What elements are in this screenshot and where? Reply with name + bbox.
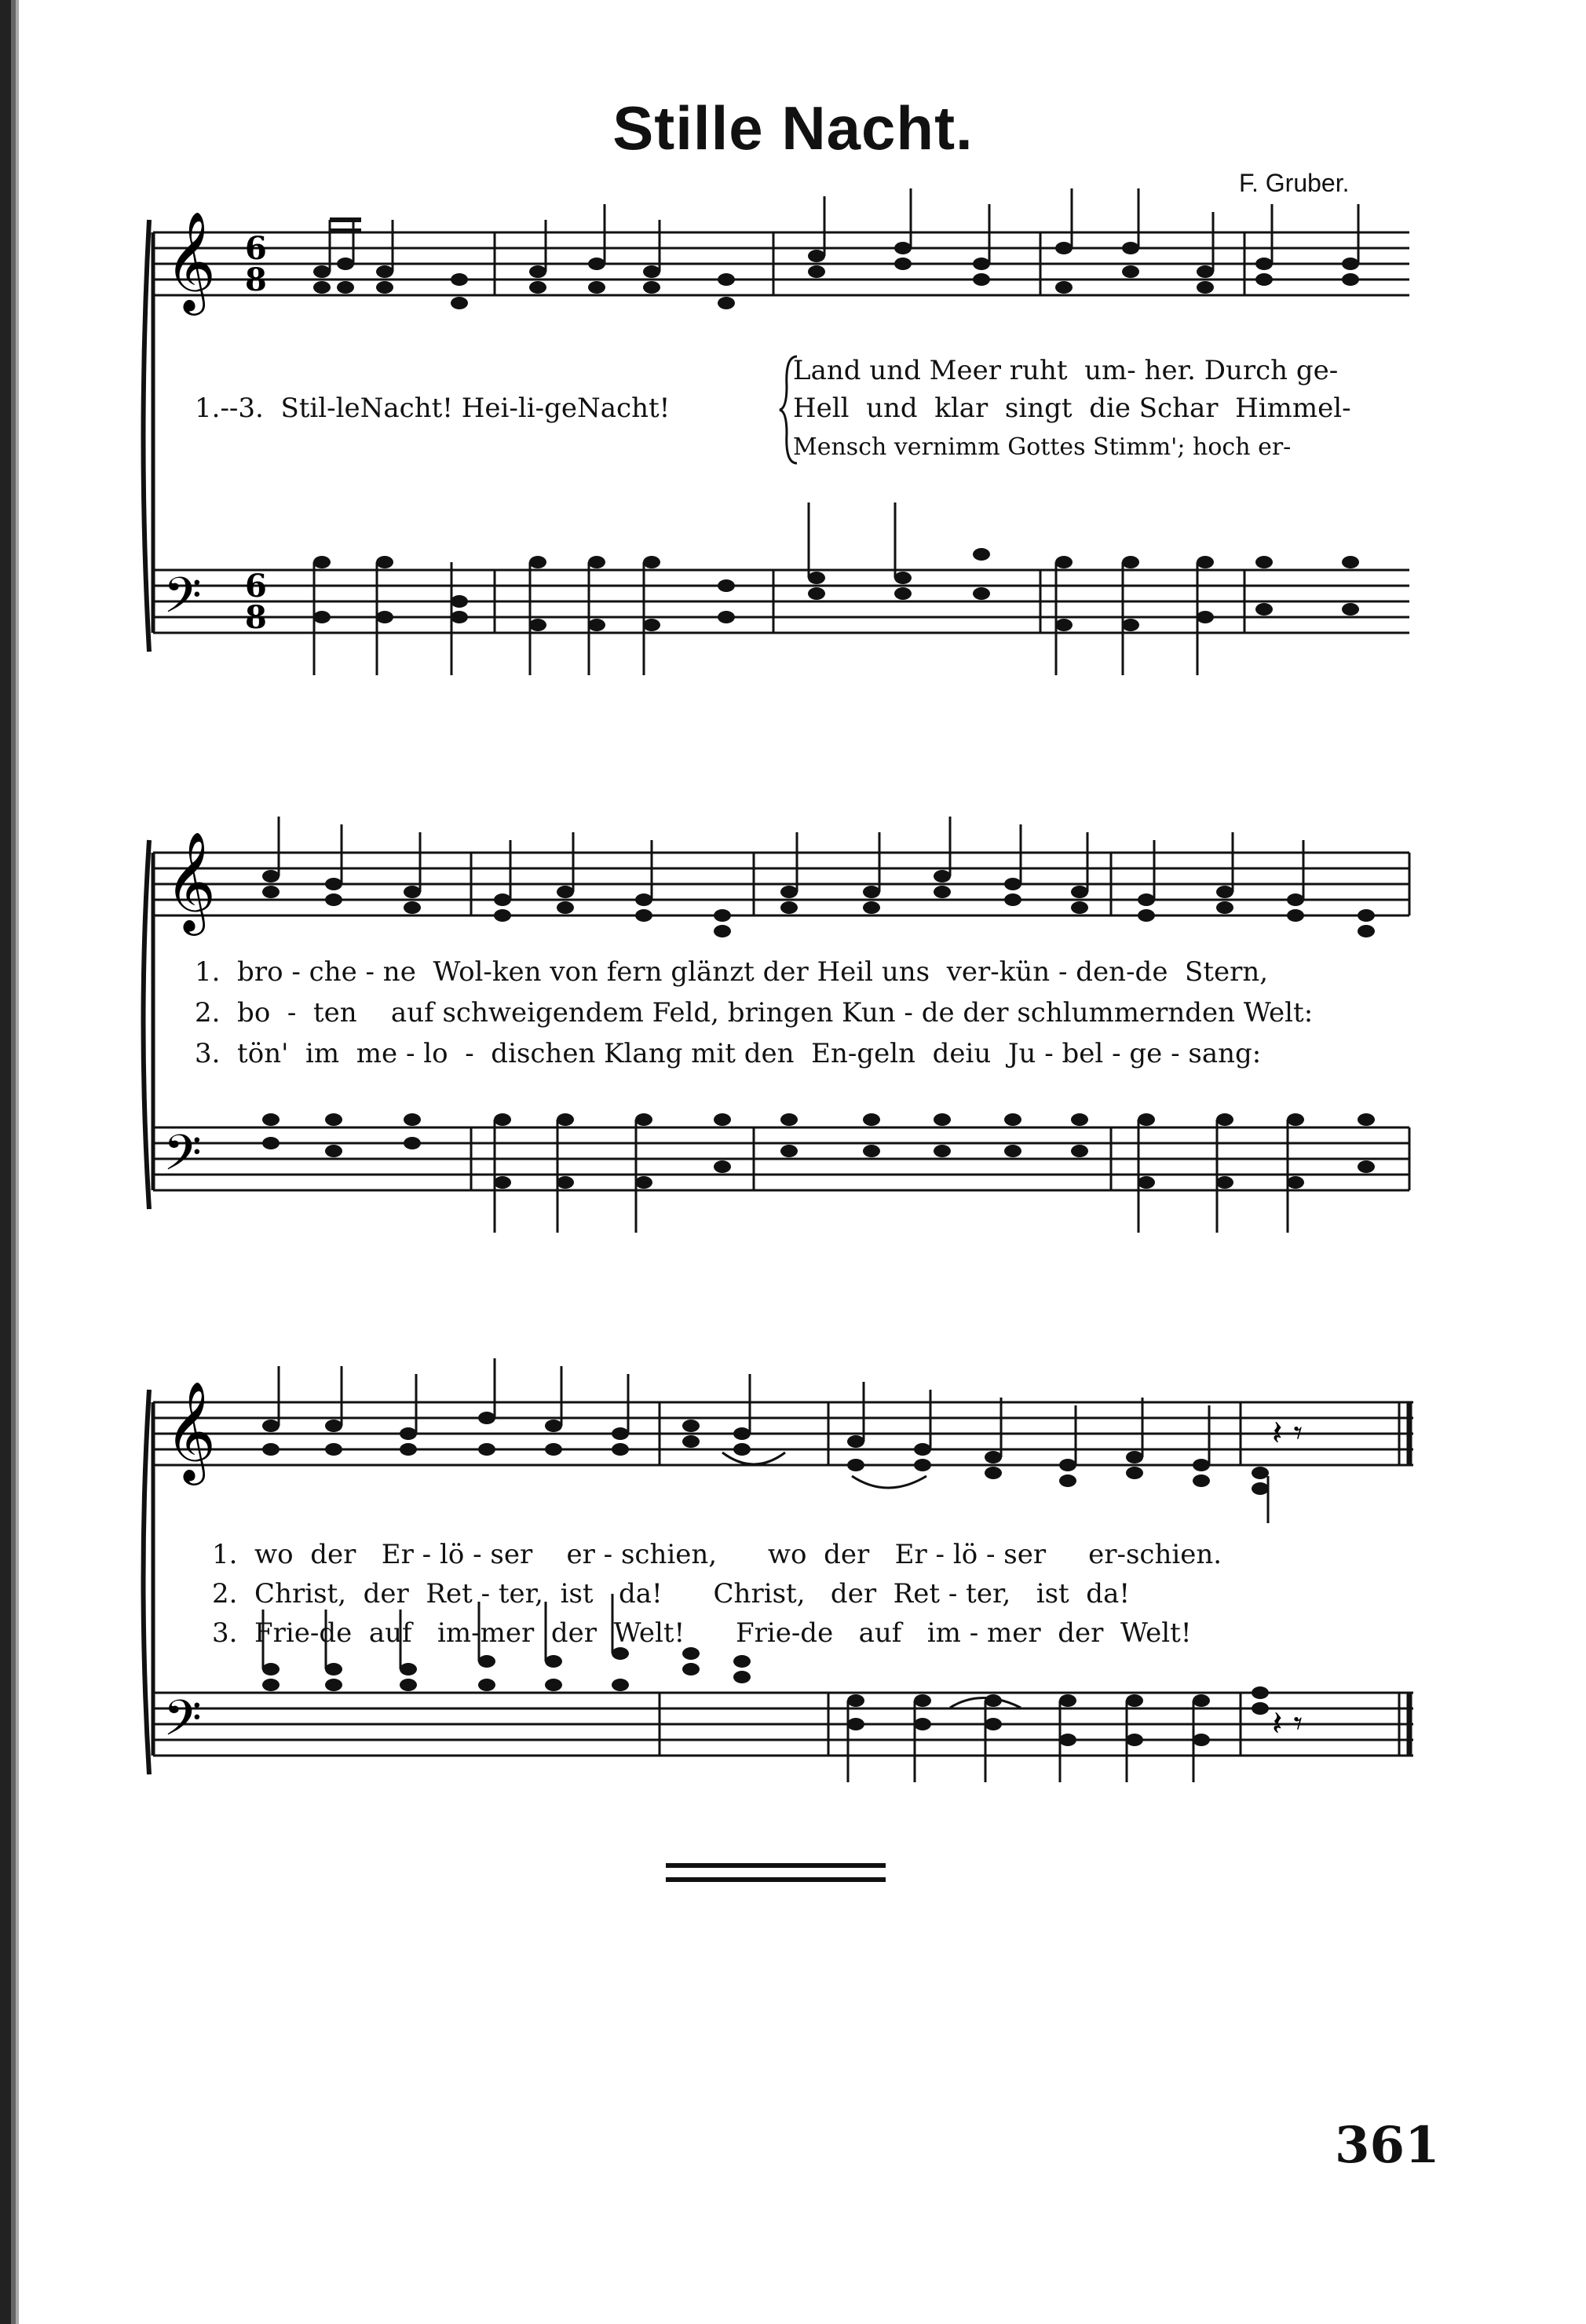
- end-rule-top: [666, 1863, 886, 1868]
- svg-text:𝄽 𝄾: 𝄽 𝄾: [1272, 1413, 1303, 1453]
- svg-text:𝄢: 𝄢: [163, 1689, 202, 1759]
- end-rule-bottom: [666, 1877, 886, 1882]
- svg-text:𝄽 𝄾: 𝄽 𝄾: [1272, 1704, 1303, 1744]
- verse-1-lyric-b: 1. wo der Er - lö - ser er - schien, wo der Er - lö - ser er-schien.: [212, 1539, 1222, 1570]
- verse-2-lyric-b: 2. Christ, der Ret - ter, ist da! Christ, der Ret - ter, ist da!: [212, 1578, 1130, 1610]
- composer-credit: F. Gruber.: [1239, 169, 1350, 197]
- hymn-title: Stille Nacht.: [612, 93, 974, 163]
- svg-text:6: 6: [245, 230, 267, 267]
- branch-lyric-3: Mensch vernimm Gottes Stimm'; hoch er-: [793, 433, 1292, 461]
- svg-text:8: 8: [245, 599, 267, 636]
- page-number: 361: [1335, 2116, 1440, 2175]
- verse-1-lyric-a: 1. bro - che - ne Wol-ken von fern glänzt der Heil uns ver-kün - den-de Stern,: [195, 956, 1269, 988]
- verse-3-lyric-b: 3. Frie-de auf im-mer der Welt! Frie-de auf im - mer der Welt!: [212, 1617, 1192, 1649]
- verse-lead-lyric: 1.--3. Stil-leNacht! Hei-li-geNacht!: [195, 393, 671, 424]
- verse-3-lyric-a: 3. tön' im me - lo - dischen Klang mit den En-geln deiu Ju - bel - ge - sang:: [195, 1038, 1262, 1069]
- svg-text:𝄞: 𝄞: [165, 210, 217, 311]
- system-2-score: [0, 817, 1586, 1241]
- svg-text:8: 8: [245, 261, 267, 298]
- svg-text:𝄢: 𝄢: [163, 566, 202, 636]
- lyric-brace: [777, 355, 801, 465]
- branch-lyric-2: Hell und klar singt die Schar Himmel-: [793, 393, 1351, 424]
- svg-text:6: 6: [245, 568, 267, 605]
- svg-text:𝄞: 𝄞: [165, 831, 217, 931]
- verse-2-lyric-a: 2. bo - ten auf schweigendem Feld, bringen Kun - de der schlummernden Welt:: [195, 997, 1314, 1029]
- svg-text:𝄞: 𝄞: [165, 1380, 217, 1481]
- branch-lyric-1: Land und Meer ruht um- her. Durch ge-: [793, 355, 1339, 386]
- svg-text:𝄢: 𝄢: [163, 1124, 202, 1193]
- system-3-score: [0, 1350, 1586, 1790]
